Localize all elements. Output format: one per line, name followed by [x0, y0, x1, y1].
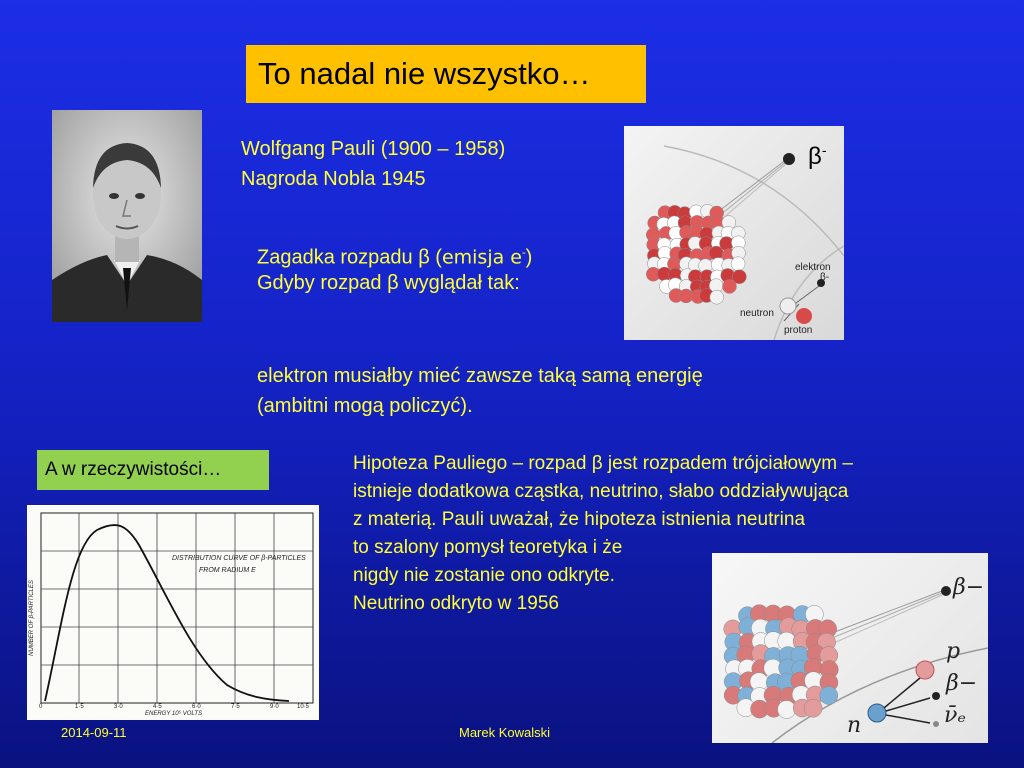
- puzzle-sup: -: [521, 247, 526, 259]
- electron-label: elektron: [795, 262, 831, 273]
- pauli-photo: [52, 110, 202, 322]
- neutron-label: neutron: [740, 308, 774, 319]
- antineutrino-label: ν̄ₑ: [944, 703, 966, 728]
- n-label: n: [847, 713, 862, 738]
- footer-date: 2014-09-11: [61, 725, 127, 740]
- spectrum-chart: [27, 505, 319, 720]
- puzzle-prefix: Zagadka rozpadu β (: [257, 246, 442, 269]
- slide-title: To nadal nie wszystko…: [246, 45, 646, 103]
- tick-label: 1·5: [75, 704, 84, 710]
- hypothesis-line: to szalony pomysł teoretyka i że: [353, 537, 623, 558]
- hypothesis-line: Hipoteza Pauliego – rozpad β jest rozpadem trójciałowym –: [353, 453, 853, 474]
- tick-label: 9·0: [270, 704, 279, 710]
- tick-label: 3·0: [114, 704, 123, 710]
- tick-label: 4·5: [153, 704, 162, 710]
- beta-label: β: [808, 143, 822, 170]
- puzzle-suffix: ): [525, 246, 533, 269]
- three-body-beta: β−: [953, 575, 985, 600]
- tick-label: 10·5: [297, 704, 310, 710]
- spectrum-ylabel: NUMBER OF β-PARTICLES: [29, 580, 35, 656]
- three-body-image: [712, 553, 988, 743]
- spectrum-title-1: DISTRIBUTION CURVE OF β-PARTICLES: [172, 555, 306, 562]
- beta-decay-image: [624, 126, 844, 340]
- energy-line1: elektron musiałby mieć zawsze taką samą energię: [257, 365, 703, 387]
- puzzle-line2: Gdyby rozpad β wyglądał tak:: [257, 272, 520, 294]
- reality-label: A w rzeczywistości…: [37, 450, 269, 490]
- proton-label: proton: [784, 325, 813, 336]
- p-label: p: [946, 639, 961, 664]
- electron-beta-label: β-: [820, 272, 830, 283]
- hypothesis-line: z materią. Pauli uważał, że hipoteza istnienia neutrina: [353, 509, 806, 530]
- energy-line2: (ambitni mogą policzyć).: [257, 395, 473, 417]
- puzzle-line1: [257, 239, 532, 272]
- tick-label: 0: [39, 704, 43, 710]
- beta-label-main: [808, 142, 826, 171]
- beta2-label: β−: [946, 671, 978, 696]
- pauli-name: Wolfgang Pauli (1900 – 1958): [241, 138, 506, 160]
- hypothesis-line: istnieje dodatkowa cząstka, neutrino, słabo oddziaływująca: [353, 481, 849, 502]
- pauli-nobel: Nagroda Nobla 1945: [241, 168, 426, 190]
- hypothesis-line: Neutrino odkryto w 1956: [353, 593, 559, 614]
- hypothesis-line: nigdy nie zostanie ono odkryte.: [353, 565, 615, 586]
- spectrum-title-2: FROM RADIUM E: [199, 567, 256, 574]
- spectrum-xlabel: ENERGY 10⁵ VOLTS: [145, 711, 202, 717]
- footer-author: Marek Kowalski: [459, 725, 551, 740]
- puzzle-emisja: emisja e: [441, 246, 522, 269]
- tick-label: 7·5: [231, 704, 240, 710]
- tick-label: 6·0: [192, 704, 201, 710]
- beta-label-sup: -: [821, 142, 827, 158]
